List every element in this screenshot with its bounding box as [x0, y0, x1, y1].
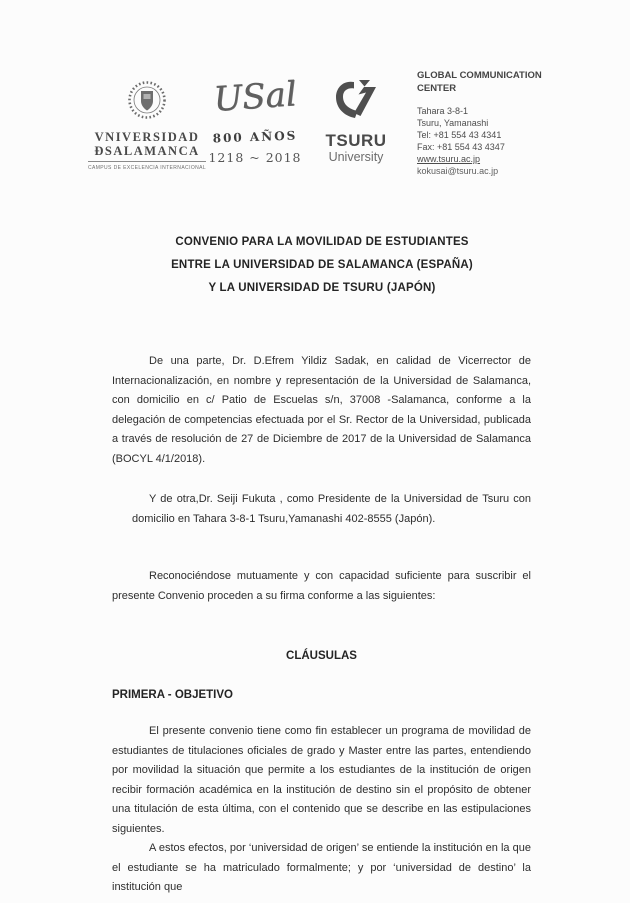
tsuru-logo — [306, 78, 406, 165]
paragraph-agreement: Reconociéndose mutuamente y con capacidad suficiente para suscribir el presente Convenio proceden a su firma conforme a las siguientes: — [112, 570, 531, 602]
document-body — [112, 352, 531, 898]
usal-tagline: CAMPUS DE EXCELENCIA INTERNACIONAL — [88, 165, 207, 171]
title-line-1: CONVENIO PARA LA MOVILIDAD DE ESTUDIANTES — [175, 236, 469, 248]
contact-address-line1: Tahara 3-8-1 — [417, 106, 469, 116]
contact-email: kokusai@tsuru.ac.jp — [417, 166, 499, 176]
paragraph-parties-2: Y de otra,Dr. Seiji Fukuta , como Presidente de la Universidad de Tsuru con domicilio en Tahara 3-8-1 Tsuru,Yamanashi 402-8555 (Japón). — [132, 493, 531, 525]
primera-objetivo-heading: PRIMERA - OBJETIVO — [112, 688, 233, 701]
tsuru-university-label: University — [328, 150, 384, 164]
letterhead — [0, 0, 630, 200]
tsuru-crane-icon — [333, 78, 379, 129]
tsuru-wordmark: TSURU — [325, 131, 387, 150]
usal-logo — [88, 78, 206, 171]
clausulas-heading: CLÁUSULAS — [286, 650, 357, 662]
usal-seal-icon — [127, 78, 167, 127]
usal800-anniversary-label: 800 AÑOS — [212, 128, 298, 146]
paragraph-objetivo-2: A estos efectos, por ‘universidad de origen’ se entiende la institución en la que el estudiante se ha matriculado formalmente; y por ‘universidad de destino’ la institución que — [112, 842, 531, 893]
contact-tel: Tel: +81 554 43 4341 — [417, 130, 502, 140]
document-title — [106, 231, 538, 300]
usal-wordmark-line2: ĐSALAMANCA — [88, 144, 206, 162]
contact-block — [417, 70, 567, 177]
title-line-2: ENTRE LA UNIVERSIDAD DE SALAMANCA (ESPAÑA) — [171, 259, 473, 271]
contact-website-link: www.tsuru.ac.jp — [417, 154, 481, 164]
contact-org-line1: GLOBAL COMMUNICATION — [417, 70, 542, 81]
usal800-script-mark-icon: USal — [212, 74, 298, 120]
usal800-years-label: 1218 ~ 2018 — [208, 150, 302, 165]
paragraph-objetivo-1: El presente convenio tiene como fin establecer un programa de movilidad de estudiantes de titulaciones oficiales de grado y Master entre las partes, entendiendo por movilidad la situación que permite a los estudiantes de la institución de origen recibir formación académica en la institución de destino sin el propósito de obtener una titulación de esta última, con el contenido que se describe en las estipulaciones siguientes. — [112, 725, 531, 835]
paragraph-parties-1: De una parte, Dr. D.Efrem Yildiz Sadak, en calidad de Vicerrector de Internacionalización, en nombre y representación de la Universidad de Salamanca, con domicilio en c/ Patio de Escuelas s/n, 37008 -Salamanca, conforme a la delegación de competencias efectuada por el Sr. Rector de la Universidad, publicada a través de resolución de 27 de Diciembre de 2017 de la Universidad de Salamanca (BOCYL 4/1/2018). — [112, 355, 531, 465]
title-line-3: Y LA UNIVERSIDAD DE TSURU (JAPÓN) — [208, 282, 436, 294]
contact-fax: Fax: +81 554 43 4347 — [417, 142, 505, 152]
usal800-logo — [203, 68, 307, 165]
usal-wordmark-line1: VNIVERSIDAD — [94, 130, 200, 144]
contact-org-line2: CENTER — [417, 82, 457, 94]
contact-address-line2: Tsuru, Yamanashi — [417, 118, 489, 128]
